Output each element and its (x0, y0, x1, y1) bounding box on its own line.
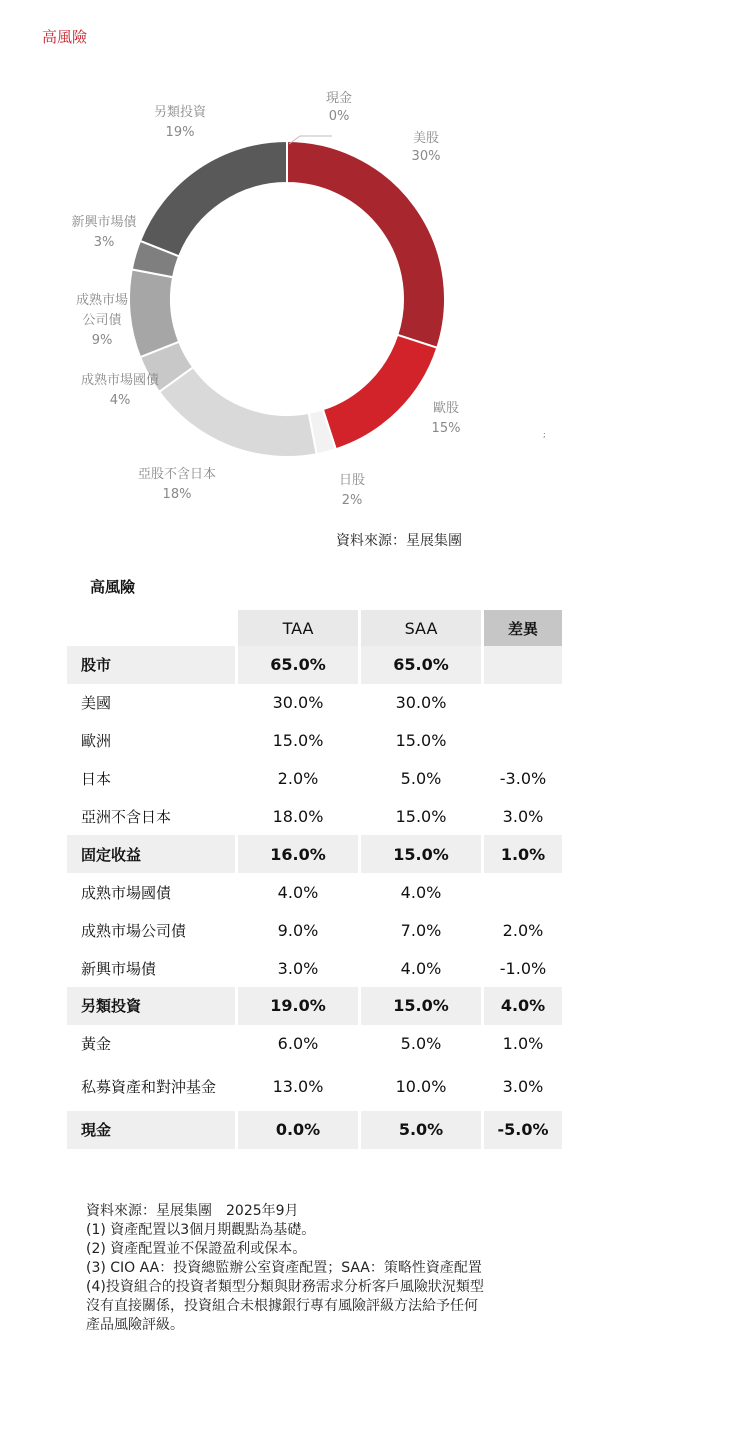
row-taa: 19.0% (238, 987, 358, 1025)
table-row (67, 1111, 562, 1149)
row-saa: 4.0% (400, 882, 442, 902)
row-taa: 3.0% (277, 958, 319, 978)
table-row (67, 1025, 562, 1063)
table-row (67, 949, 562, 987)
row-taa: 6.0% (277, 1034, 319, 1054)
table-row (67, 646, 562, 684)
donut-slice (287, 141, 445, 348)
slice-category-label: 成熟市場 (75, 293, 129, 308)
slice-category-label: 亞股不含日本 (137, 467, 217, 482)
donut-slice (140, 141, 287, 256)
row-label: 另類投資 (67, 987, 235, 1025)
row-diff: -5.0% (484, 1111, 562, 1149)
row-taa: 13.0% (272, 1077, 324, 1097)
row-taa: 0.0% (238, 1111, 358, 1149)
header-taa: TAA (238, 610, 358, 646)
row-saa: 30.0% (395, 693, 447, 713)
row-saa: 4.0% (400, 958, 442, 978)
table-row (67, 1063, 562, 1111)
row-label: 股市 (67, 646, 235, 684)
table-row (67, 835, 562, 873)
header-empty-cell (67, 610, 235, 646)
stray-mark: ; (543, 430, 546, 439)
row-label: 黃金 (81, 1035, 112, 1054)
row-diff: 4.0% (484, 987, 562, 1025)
table-row (67, 684, 562, 722)
row-saa: 5.0% (400, 1034, 442, 1054)
footnote-line: (3) CIO AA：投資總監辦公室資產配置；SAA：策略性資產配置 (86, 1260, 482, 1276)
row-taa: 9.0% (277, 920, 319, 940)
row-diff: 1.0% (484, 835, 562, 873)
allocation-table (64, 610, 565, 1149)
slice-category-label: 公司債 (82, 313, 122, 328)
table-row (67, 760, 562, 798)
donut-slice (323, 335, 437, 449)
row-diff: 2.0% (502, 920, 544, 940)
row-diff: 3.0% (502, 1077, 544, 1097)
footnote-line: 產品風險評級。 (86, 1317, 184, 1333)
footnote-line: (4)投資組合的投資者類型分類與財務需求分析客戶風險狀況類型 (86, 1279, 484, 1295)
row-label: 成熟市場公司債 (81, 921, 187, 940)
slice-category-label: 日股 (338, 473, 366, 488)
allocation-donut-chart (0, 70, 600, 520)
row-taa: 15.0% (272, 731, 324, 751)
footnote-line: (1) 資產配置以3個月期觀點為基礎。 (86, 1222, 316, 1238)
table-row (67, 873, 562, 911)
row-taa: 16.0% (238, 835, 358, 873)
row-saa: 10.0% (395, 1077, 447, 1097)
row-saa: 5.0% (361, 1111, 481, 1149)
slice-value-label: 2% (341, 493, 363, 508)
slice-category-label: 成熟市場國債 (80, 373, 160, 388)
row-taa: 30.0% (272, 693, 324, 713)
chart-source: 資料來源：星展集團 (336, 533, 462, 549)
row-diff (484, 684, 562, 722)
table-header-row (67, 610, 562, 646)
row-label: 新興市場債 (81, 959, 157, 978)
row-diff: -1.0% (499, 958, 547, 978)
row-taa: 4.0% (277, 882, 319, 902)
row-saa: 65.0% (361, 646, 481, 684)
slice-value-label: 30% (411, 149, 441, 164)
header-diff: 差異 (484, 610, 562, 646)
row-saa: 15.0% (361, 987, 481, 1025)
slice-category-label: 歐股 (432, 401, 460, 416)
slice-value-label: 0% (328, 109, 350, 124)
table-row (67, 722, 562, 760)
slice-category-label: 新興市場債 (71, 215, 137, 230)
row-diff (484, 646, 562, 684)
footnote-line: 沒有直接關係，投資組合未根據銀行專有風險評級方法給予任何 (86, 1298, 478, 1314)
slice-category-label: 現金 (325, 91, 353, 106)
row-saa: 15.0% (361, 835, 481, 873)
row-taa: 18.0% (272, 807, 324, 826)
footnote-line: (2) 資產配置並不保證盈利或保本。 (86, 1241, 307, 1257)
slice-category-label: 另類投資 (153, 105, 207, 120)
row-diff: 3.0% (502, 807, 544, 826)
row-diff: -3.0% (499, 769, 547, 789)
row-label: 歐洲 (81, 732, 112, 751)
row-diff: 1.0% (502, 1034, 544, 1054)
slice-value-label: 4% (109, 393, 131, 408)
slice-value-label: 9% (91, 333, 113, 348)
footnote-line: 資料來源：星展集團 2025年9月 (86, 1203, 299, 1219)
row-label: 固定收益 (67, 835, 235, 873)
row-saa: 15.0% (395, 731, 447, 751)
slice-value-label: 18% (162, 487, 192, 502)
row-label: 成熟市場國債 (81, 883, 172, 902)
slice-value-label: 15% (431, 421, 461, 436)
row-label: 日本 (81, 770, 112, 789)
slice-category-label: 美股 (412, 131, 440, 146)
table-row (67, 911, 562, 949)
header-saa: SAA (361, 610, 481, 646)
row-label: 亞洲不含日本 (81, 808, 172, 826)
row-diff (484, 722, 562, 760)
row-taa: 2.0% (277, 769, 319, 789)
row-saa: 15.0% (395, 807, 447, 826)
slice-value-label: 19% (165, 125, 195, 140)
table-row (67, 798, 562, 836)
table-title: 高風險 (90, 578, 136, 596)
row-saa: 7.0% (400, 920, 442, 940)
row-saa: 5.0% (400, 769, 442, 789)
donut-slice (159, 367, 316, 457)
page-heading: 高風險 (42, 28, 88, 46)
row-taa: 65.0% (238, 646, 358, 684)
footnotes (86, 1202, 586, 1335)
donut-slice (129, 269, 179, 357)
row-label: 私募資產和對沖基金 (81, 1077, 217, 1096)
slice-value-label: 3% (93, 235, 115, 250)
table-row (67, 987, 562, 1025)
row-label: 美國 (81, 694, 112, 713)
row-diff (484, 873, 562, 911)
row-label: 現金 (67, 1111, 235, 1149)
